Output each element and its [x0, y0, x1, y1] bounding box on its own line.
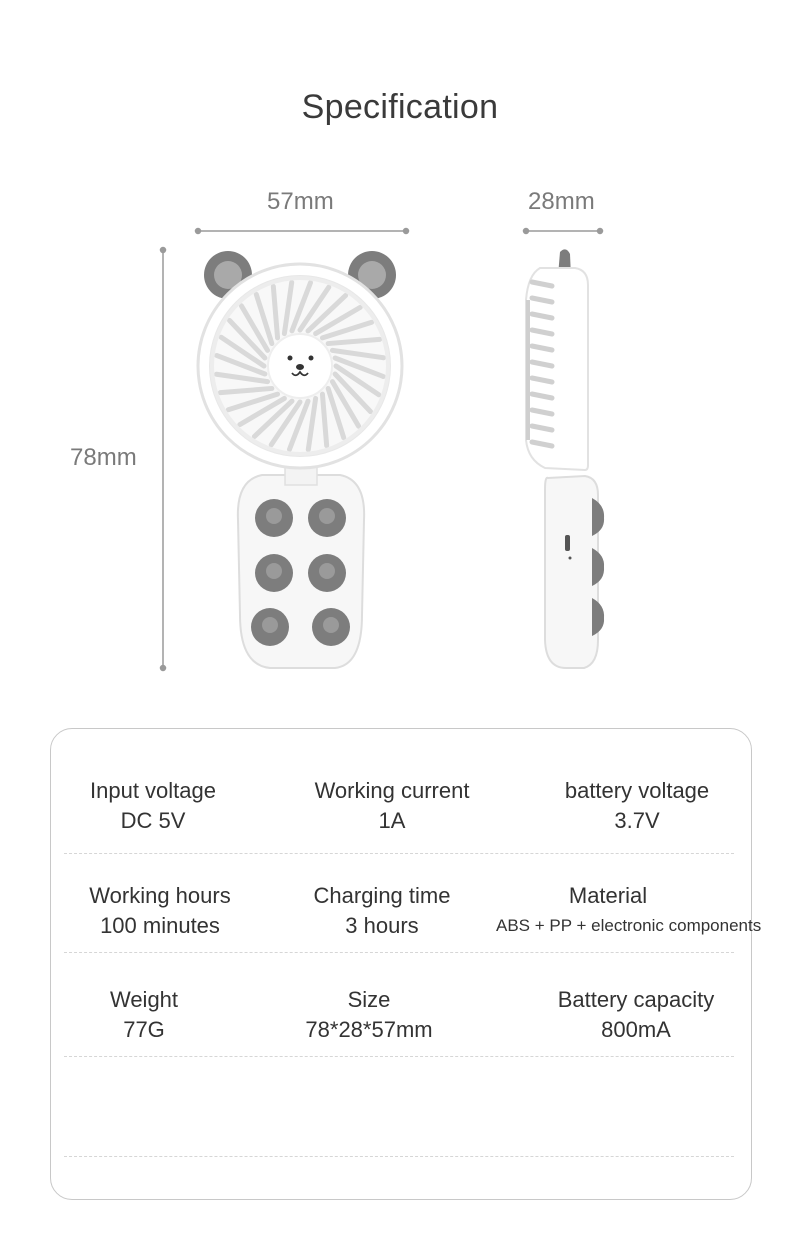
suction-cup [255, 499, 293, 537]
side-suction-cups [592, 498, 604, 636]
specification-card [50, 728, 762, 1200]
fan-side-view [526, 249, 604, 668]
spec-label: Charging time [313, 883, 451, 908]
suction-cup [308, 499, 346, 537]
depth-dimension-line [524, 229, 603, 234]
spec-label: Working current [314, 778, 470, 803]
width-dimension-label: 57mm [267, 188, 334, 215]
spec-value: ABS + PP + electronic components [496, 916, 762, 935]
spec-label: Battery capacity [557, 987, 715, 1012]
bear-face [268, 334, 332, 398]
depth-dimension-label: 28mm [528, 188, 595, 215]
spec-item-working-hours [40, 881, 280, 941]
row-divider [64, 853, 734, 854]
spec-value: 3.7V [614, 808, 660, 833]
spec-label: Weight [109, 987, 179, 1012]
page-title: Specification [301, 88, 499, 126]
suction-cup [308, 554, 346, 592]
height-dimension-line [161, 248, 166, 671]
spec-label: Input voltage [90, 778, 216, 803]
row-divider [64, 952, 734, 953]
spec-item-charging-time [262, 881, 502, 941]
usb-port [565, 535, 570, 551]
fan-front-view [198, 251, 402, 668]
spec-value: 77G [123, 1017, 165, 1042]
spec-label: battery voltage [564, 778, 710, 803]
suction-cup [255, 554, 293, 592]
spec-value: 1A [378, 808, 406, 833]
spec-item-size [249, 985, 489, 1045]
spec-label: Material [568, 883, 648, 908]
suction-cup [251, 608, 289, 646]
spec-value: 3 hours [345, 913, 419, 938]
spec-value: 78*28*57mm [305, 1017, 433, 1042]
height-dimension-label: 78mm [70, 444, 137, 471]
spec-item-input-voltage [33, 776, 273, 836]
spec-value: 800mA [601, 1017, 671, 1042]
spec-label: Size [347, 987, 391, 1012]
spec-label: Working hours [89, 883, 231, 908]
suction-cup [312, 608, 350, 646]
spec-item-weight [24, 985, 264, 1045]
spec-value: 100 minutes [100, 913, 220, 938]
spec-item-working-current [272, 776, 512, 836]
row-divider [64, 1156, 734, 1157]
spec-item-material [488, 881, 762, 941]
spec-item-battery-capacity [516, 985, 756, 1045]
spec-value: DC 5V [120, 808, 186, 833]
row-divider [64, 1056, 734, 1057]
spec-item-battery-voltage [517, 776, 757, 836]
width-dimension-line [196, 229, 409, 234]
side-handle [545, 476, 598, 668]
